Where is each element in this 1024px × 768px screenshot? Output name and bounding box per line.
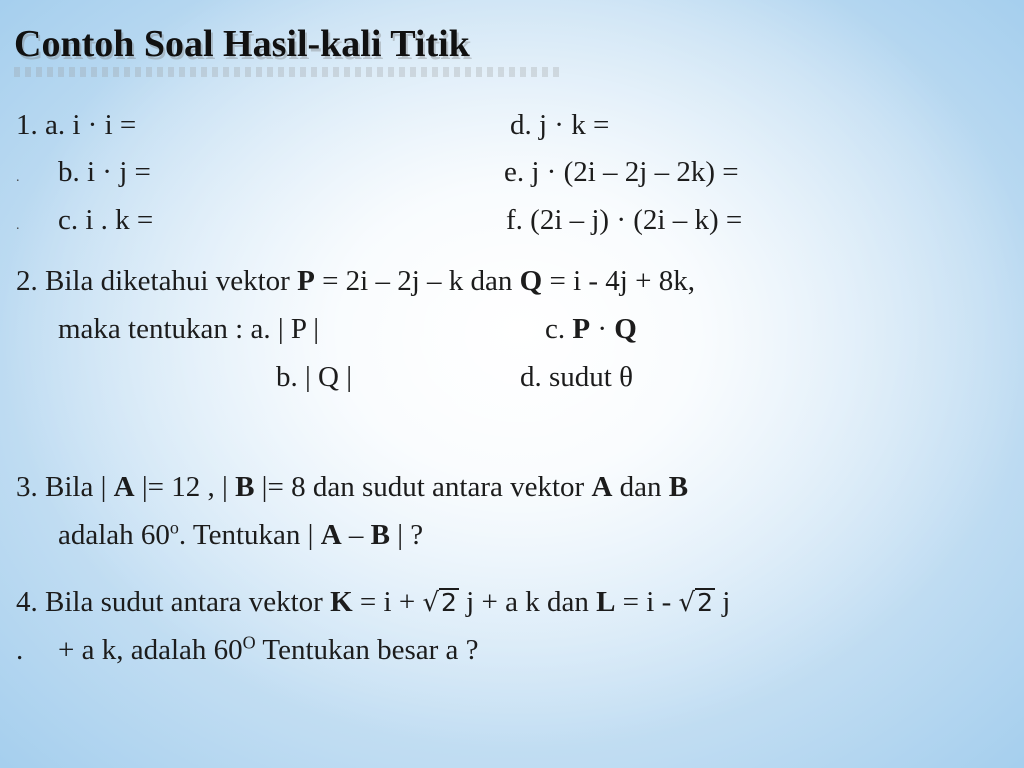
q3-text: adalah 60	[58, 519, 170, 551]
vector-a: A	[591, 471, 613, 503]
vector-p: P	[572, 313, 591, 345]
q3-text: |= 12 , |	[134, 471, 236, 503]
q2-item-d: d. sudut θ	[520, 361, 633, 393]
dot-operator: ·	[590, 313, 615, 345]
vector-p: P	[297, 265, 315, 297]
q4-line1	[16, 586, 730, 619]
q3-text: |= 8 dan sudut antara vektor	[254, 471, 592, 503]
q4-line2	[58, 634, 479, 666]
q4-text: Tentukan besar a ?	[255, 634, 479, 666]
vector-b: B	[668, 471, 689, 503]
q2-text: = i - 4j + 8k,	[542, 265, 695, 297]
vector-q: Q	[519, 265, 543, 297]
q1-number: 1.	[16, 109, 38, 141]
title-underline	[14, 67, 559, 77]
sqrt-radicand: 2	[441, 588, 457, 617]
vector-k: K	[330, 586, 353, 618]
sqrt-symbol: √	[422, 588, 440, 618]
q4-text: 4. Bila sudut antara vektor	[16, 586, 331, 618]
bullet-dot: .	[16, 634, 24, 666]
vector-q: Q	[614, 313, 637, 345]
q3-text: | ?	[390, 519, 424, 551]
q2-text: = 2i – 2j – k dan	[314, 265, 520, 297]
vector-l: L	[596, 586, 616, 618]
q3-text: dan	[612, 471, 669, 503]
q1-item-e: e. j · (2i – 2j – 2k) =	[504, 156, 739, 188]
q4-text: = i +	[352, 586, 423, 618]
sqrt-symbol: √	[678, 588, 696, 618]
q2-item-c	[545, 313, 637, 345]
q1-item-d: d. j · k =	[510, 109, 610, 141]
sqrt-radicand: 2	[697, 588, 713, 617]
q2-text: 2. Bila diketahui vektor	[16, 265, 298, 297]
q3-line1	[16, 471, 688, 503]
degree-sup: O	[242, 632, 256, 653]
q3-text: 3. Bila |	[16, 471, 114, 503]
vector-a: A	[113, 471, 135, 503]
bullet-dot: .	[16, 170, 20, 185]
q4-text: j	[714, 586, 731, 618]
q3-line2	[58, 519, 423, 551]
vector-b: B	[370, 519, 390, 551]
q3-text: . Tentukan |	[178, 519, 321, 551]
q1-line-a	[16, 109, 136, 141]
vector-b: B	[235, 471, 255, 503]
q4-text: + a k, adalah 60	[58, 634, 243, 666]
q1-item-f: f. (2i – j) · (2i – k) =	[506, 204, 743, 236]
page-title: Contoh Soal Hasil-kali Titik	[14, 23, 470, 65]
q1-item-a: a. i · i =	[45, 109, 137, 141]
q4-text: j + a k dan	[458, 586, 597, 618]
sqrt-expression	[422, 586, 458, 619]
q4-text: = i -	[615, 586, 679, 618]
degree-sup: o	[169, 517, 179, 538]
q2-item-b: b. | Q |	[276, 361, 353, 393]
q2-c-label: c.	[545, 313, 573, 345]
bullet-dot: .	[16, 218, 20, 233]
q1-item-c: c. i . k =	[58, 204, 154, 236]
sqrt-expression	[679, 586, 715, 619]
q2-line1	[16, 265, 695, 297]
vector-a: A	[320, 519, 342, 551]
q3-text: –	[341, 519, 371, 551]
q2-line2: maka tentukan : a. | P |	[58, 313, 319, 345]
q1-item-b: b. i · j =	[58, 156, 151, 188]
